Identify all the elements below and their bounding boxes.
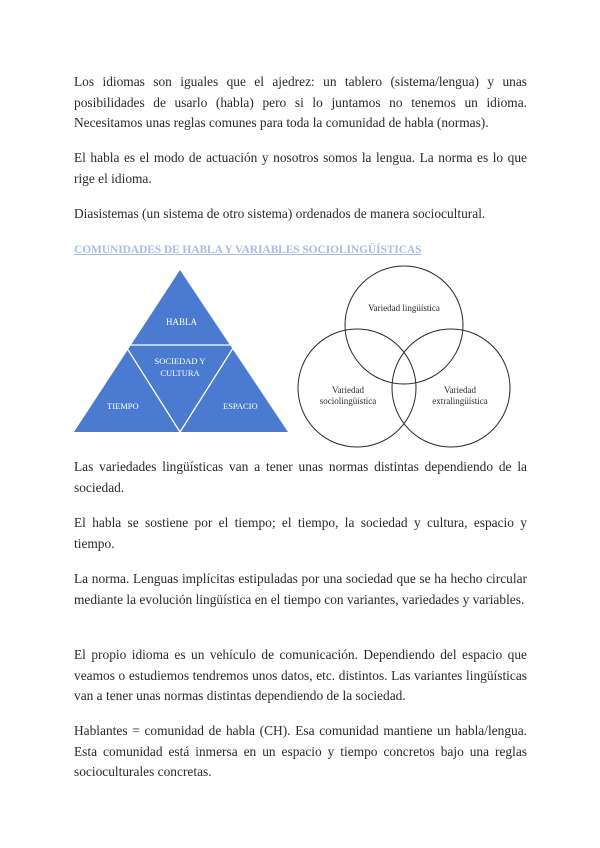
paragraph-habla-lengua: El habla es el modo de actuación y nosotros somos la lengua. La norma es lo que rige el idioma. xyxy=(74,150,527,186)
paragraph-habla-tiempo: El habla se sostiene por el tiempo; el tiempo, la sociedad y cultura, espacio y tiempo. xyxy=(74,515,527,551)
venn-label-left-2: sociolingüística xyxy=(319,396,377,406)
paragraph-variedades: Las variedades lingüísticas van a tener unas normas distintas dependiendo de la sociedad. xyxy=(74,459,527,495)
venn-label-top: Variedad lingüística xyxy=(368,303,440,313)
paragraph-idioma-vehiculo: El propio idioma es un vehículo de comunicación. Dependiendo del espacio que veamos o estudiemos tendremos unos datos, etc. distintos. Las variantes lingüísticas van a tener unas normas distintas dependiendo de la sociedad. xyxy=(74,647,527,703)
venn-diagram xyxy=(298,266,510,447)
paragraph-diasistemas: Diasistemas (un sistema de otro sistema) ordenados de manera sociocultural. xyxy=(74,206,486,221)
venn-label-left-1: Variedad xyxy=(332,385,364,395)
venn-label-right-1: Variedad xyxy=(444,385,476,395)
section-heading: COMUNIDADES DE HABLA Y VARIABLES SOCIOLINGÜÍSTICAS xyxy=(74,244,422,256)
triangle-diagram xyxy=(74,270,288,432)
venn-circle-top xyxy=(345,266,463,384)
paragraph-chess-analogy: Los idiomas son iguales que el ajedrez: un tablero (sistema/lengua) y unas posibilidades de usarlo (habla) pero si lo juntamos no tenemos un idioma. Necesitamos unas reglas comunes para toda la comunidad de habla (normas). xyxy=(74,74,527,130)
triangle-label-tiempo: TIEMPO xyxy=(107,401,139,411)
triangle-label-espacio: ESPACIO xyxy=(223,401,258,411)
paragraph-hablantes: Hablantes = comunidad de habla (CH). Esa comunidad mantiene un habla/lengua. Esta comunidad está inmersa en un espacio y tiempo concretos bajo una reglas socioculturales concretas. xyxy=(74,723,527,779)
venn-label-right-2: extralingüística xyxy=(432,396,488,406)
triangle-label-sociedad: SOCIEDAD Y xyxy=(154,356,206,366)
triangle-label-habla: HABLA xyxy=(166,317,197,327)
paragraph-norma: La norma. Lenguas implícitas estipuladas por una sociedad que se ha hecho circular mediante la evolución lingüística en el tiempo con variantes, variedades y variables. xyxy=(74,571,527,607)
triangle-label-cultura: CULTURA xyxy=(160,368,200,378)
